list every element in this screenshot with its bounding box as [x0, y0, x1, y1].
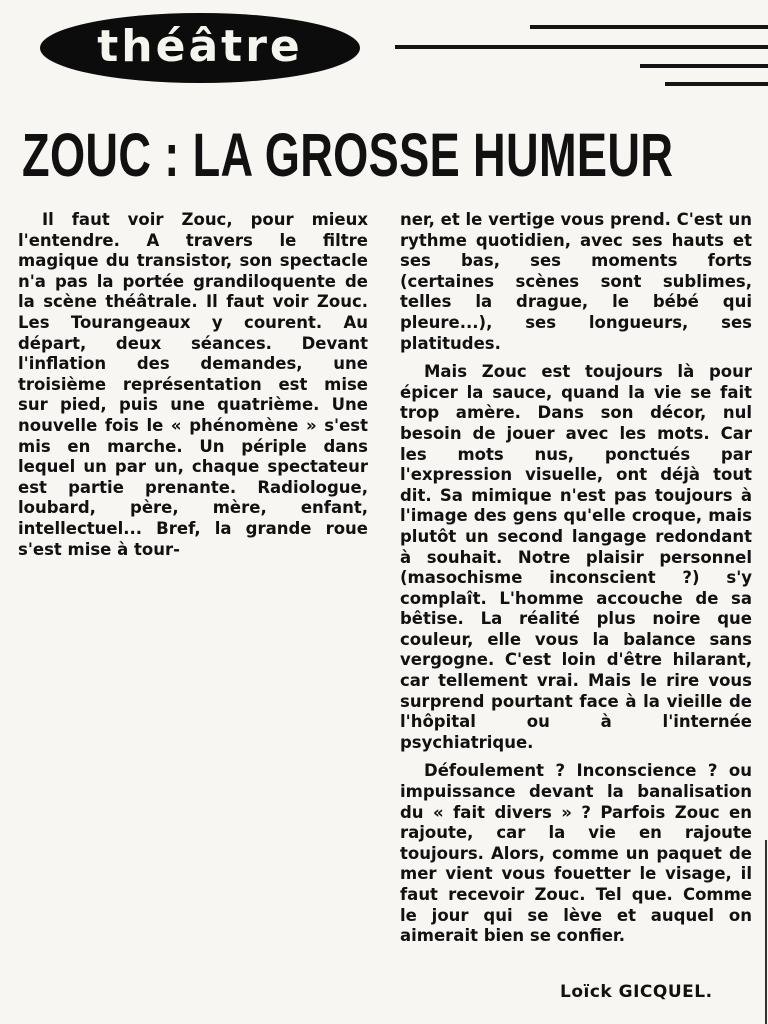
headline: ZOUC : LA GROSSE HUMEUR [22, 121, 674, 189]
byline: Loïck GICQUEL. [560, 982, 713, 1002]
section-badge [40, 13, 360, 83]
header-rule [640, 64, 768, 68]
section-badge-label: théâtre [97, 20, 303, 72]
article-paragraph: ner, et le vertige vous prend. C'est un rythme quotidien, avec ses hauts et ses bas, ses moments forts (certaines scènes sont sublimes, telles la drague, le bébé qui pleure...), ses longueurs, ses platitudes. [400, 210, 752, 353]
article-column-left [18, 210, 368, 560]
header-rule [665, 82, 768, 86]
header-rule [395, 45, 768, 49]
article-paragraph: Défoulement ? Inconscience ? ou impuissance devant la banalisation du « fait divers » ? Parfois Zouc en rajoute, car la vie en rajoute toujours. Alors, comme un paquet de mer vient vous fouetter le visage, il faut recevoir Zouc. Tel que. Comme le jour qui se lève et auquel on aimerait bien se confier. [400, 761, 752, 946]
header-rule [530, 25, 768, 29]
article-paragraph: Il faut voir Zouc, pour mieux l'entendre. A travers le filtre magique du transistor, son spectacle n'a pas la portée grandiloquente de la scène théâtrale. Il faut voir Zouc. Les Tourangeaux y courent. Au départ, deux séances. Devant l'inflation des demandes, une troisième représentation est mise sur pied, puis une quatrième. Une nouvelle fois le « phénomène » s'est mis en marche. Un périple dans lequel un par un, chaque spectateur est partie prenante. Radiologue, loubard, père, mère, enfant, intellectuel... Bref, la grande roue s'est mise à tour- [18, 210, 368, 559]
page-edge-line [765, 840, 767, 1024]
article-column-right [400, 210, 752, 947]
article-paragraph: Mais Zouc est toujours là pour épicer la sauce, quand la vie se fait trop amère. Dans son décor, nul besoin de jouer avec les mots. Car les mots nus, ponctués par l'expression visuelle, ont déjà tout dit. Sa mimique n'est pas toujours à l'image des gens qu'elle croque, mais plutôt un second langage redondant à souhait. Notre plaisir personnel (masochisme inconscient ?) s'y complaît. L'homme accouche de sa bêtise. La réalité plus noire que couleur, elle vous la balance sans vergogne. C'est loin d'être hilarant, car tellement vrai. Mais le rire vous surprend pourtant face à la vieille de l'hôpital ou à l'internée psychiatrique. [400, 362, 752, 752]
